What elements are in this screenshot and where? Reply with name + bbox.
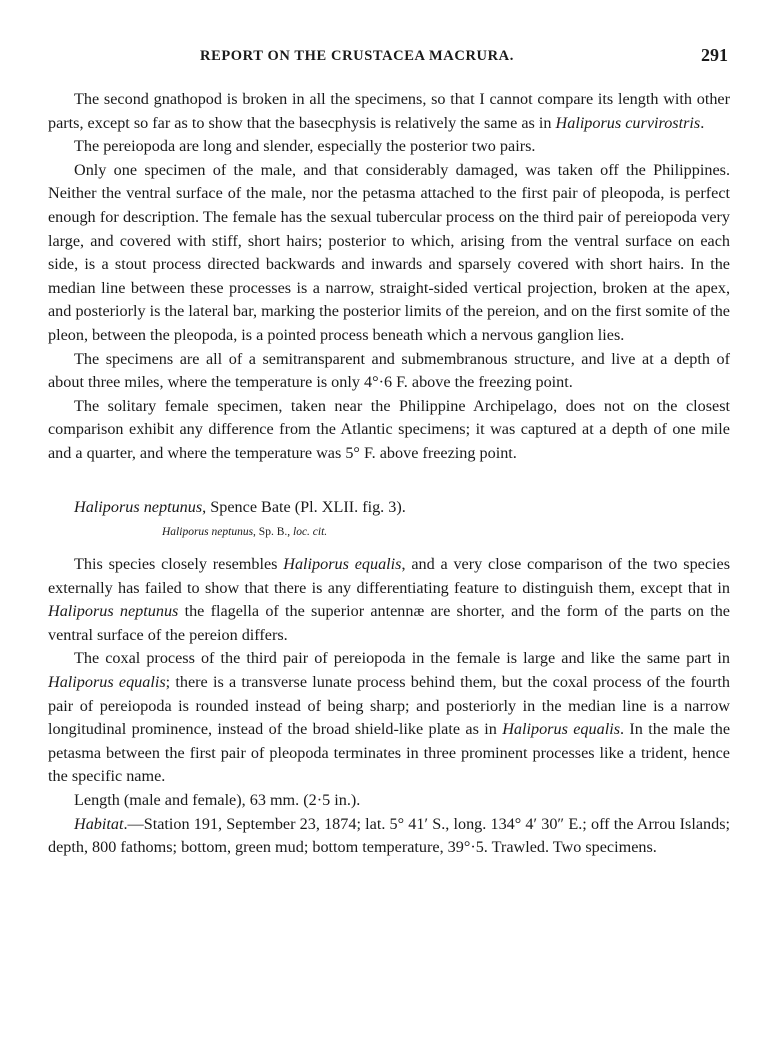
paragraph-text: Length (male and female), 63 mm. (2·5 in.). xyxy=(74,791,361,810)
paragraph-text: . In the male the petasma between the first pair of pleopoda terminates in three prominent processes like a trident, hence the specific name. xyxy=(48,720,731,786)
species-heading xyxy=(48,496,730,520)
species-name: Haliporus neptunus xyxy=(74,497,203,516)
paragraph xyxy=(48,789,730,813)
paragraph-text: , and a very close comparison of the two species externally has failed to show that there is any differentiating feature to distinguish them, except that in xyxy=(48,555,731,597)
text-block-part2 xyxy=(48,553,730,860)
paragraph-text: The pereiopoda are long and slender, especially the posterior two pairs. xyxy=(74,137,536,156)
paragraph xyxy=(48,553,730,647)
paragraph-text: The second gnathopod is broken in all the specimens, so that I cannot compare its length with other parts, except so far as to show that the basecphysis is relatively the same as in xyxy=(48,90,730,132)
text-block-part1 xyxy=(48,88,730,466)
paragraph xyxy=(48,135,730,159)
paragraph-text: the flagella of the superior antennæ are shorter, and the form of the parts on the ventral surface of the pereion differs. xyxy=(48,602,730,644)
synonym-name: Haliporus neptunus xyxy=(162,526,254,539)
paragraph-text: The coxal process of the third pair of pereiopoda in the female is large and like the same part in xyxy=(74,649,730,668)
synonym-reference: loc. cit. xyxy=(293,526,328,539)
species-authority: , Spence Bate (Pl. XLII. fig. 3). xyxy=(202,497,406,516)
paragraph-text: .—Station 191, September 23, 1874; lat. 5° 41′ S., long. 134° 4′ 30″ E.; off the Arrou Islands; depth, 800 fathoms; bottom, green mud; bottom temperature, 39°·5. Trawled. Two specimens. xyxy=(48,814,730,857)
paragraph xyxy=(48,159,730,348)
paragraph xyxy=(48,88,730,135)
paragraph xyxy=(48,813,730,860)
page-body xyxy=(48,88,730,860)
italic-term: Haliporus equalis xyxy=(283,555,402,574)
paragraph xyxy=(48,647,730,789)
italic-term: Haliporus neptunus xyxy=(48,602,179,621)
paragraph-text: The solitary female specimen, taken near the Philippine Archipelago, does not on the closest comparison exhibit any difference from the Atlantic specimens; it was captured at a depth of one mile and a quarter, and where the temperature was 5° F. above freezing point. xyxy=(48,396,730,462)
italic-term: Haliporus curvirostris xyxy=(555,113,701,132)
synonymy-line xyxy=(48,523,730,541)
italic-term: Haliporus equalis xyxy=(502,720,620,739)
paragraph-text: This species closely resembles xyxy=(74,555,284,574)
italic-term: Habitat xyxy=(74,814,124,833)
paragraph xyxy=(48,348,730,395)
paragraph-text: . xyxy=(700,113,705,132)
paragraph-text: Only one specimen of the male, and that considerably damaged, was taken off the Philippines. Neither the ventral surface of the male, nor the petasma attached to the first pair of pleopoda, is perfect enough for description. The female has the sexual tubercular process on the third pair of pereiopoda very large, and covered with stiff, short hairs; posterior to which, arising from the ventral surface on each side, is a stout process directed backwards and inwards and sparsely covered with short hairs. In the median line between these processes is a narrow, straight-sided vertical projection, broken at the apex, and posteriorly is the lateral bar, marking the posterior limits of the pereion, and on the first somite of the pleon, between the pleopoda, is a pointed process beneath which a nervous ganglion lies. xyxy=(48,160,730,344)
running-head: REPORT ON THE CRUSTACEA MACRURA. xyxy=(200,48,514,64)
paragraph-text: ; there is a transverse lunate process behind them, but the coxal process of the fourth pair of pereiopoda is rounded instead of being sharp; and posteriorly in the median line is a narrow longitudinal prominence, instead of the broad shield-like plate as in xyxy=(48,673,731,739)
paragraph xyxy=(48,395,730,466)
page-header xyxy=(48,42,728,70)
paragraph-text: The specimens are all of a semitransparent and submembranous structure, and live at a depth of about three miles, where the temperature is only 4°·6 F. above the freezing point. xyxy=(48,349,730,392)
synonym-author: , Sp. B., xyxy=(253,526,293,539)
italic-term: Haliporus equalis xyxy=(48,673,166,692)
section-gap xyxy=(48,466,730,496)
page-number: 291 xyxy=(701,45,728,65)
